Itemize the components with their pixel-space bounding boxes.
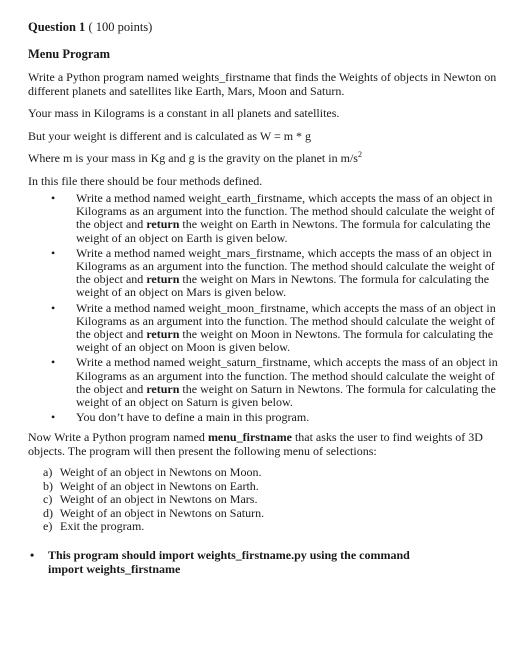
- mass-paragraph: Your mass in Kilograms is a constant in all planets and satellites.: [28, 106, 340, 120]
- list-item: [28, 493, 502, 506]
- intro-paragraph: Write a Python program named weights_firstname that finds the Weights of objects in Newton on different planets and satellites like Earth, Mars, Moon and Saturn.: [28, 70, 497, 98]
- weight-formula-paragraph: But your weight is different and is calculated as W = m * g: [28, 128, 312, 143]
- bullet-text: the weight on Saturn in Newtons. The formula for calculating the weight of an object on Saturn is given below.: [76, 381, 496, 410]
- list-item: [28, 480, 502, 493]
- final-note-line2: import weights_firstname: [48, 561, 181, 576]
- bullet-text: Write a method named weight_mars_firstname, which accepts the mass of an object in Kilograms as an argument into the function. The method should calculate the weight of the object and: [76, 245, 495, 287]
- final-note: [28, 549, 502, 576]
- bullet-text: the weight on Mars in Newtons. The formula for calculating the weight of an object on Mars is given below.: [76, 272, 490, 300]
- bullet-icon: •: [30, 548, 35, 563]
- menu-selection-list: [28, 466, 502, 533]
- bullet-text: Write a method named weight_saturn_firstname, which accepts the mass of an object in Kilograms as an argument into the function. The method should calculate the weight of the object and: [76, 355, 498, 396]
- list-item: [28, 411, 502, 424]
- question-label: Question 1: [28, 20, 86, 34]
- menu-letter: c): [43, 492, 53, 507]
- bullet-text: You don’t have to define a main in this program.: [76, 410, 310, 425]
- where-text: Where m is your mass in Kg and g is the gravity on the planet in m/s: [28, 151, 358, 165]
- list-item: [28, 247, 502, 300]
- menu-letter: a): [43, 465, 53, 480]
- menu-text: Weight of an object in Newtons on Moon.: [59, 465, 262, 480]
- menu-letter: b): [43, 478, 53, 493]
- menu-letter: e): [43, 519, 53, 534]
- question-points: ( 100 points): [88, 20, 153, 34]
- list-item: [28, 507, 502, 520]
- menu-letter: d): [43, 505, 53, 520]
- four-methods-paragraph: In this file there should be four methods defined.: [28, 173, 263, 188]
- bullet-icon: •: [51, 191, 56, 205]
- menu-text: Weight of an object in Newtons on Saturn.: [59, 505, 265, 520]
- bullet-icon: •: [51, 355, 56, 370]
- bullet-icon: •: [51, 410, 56, 425]
- now-bold: menu_firstname: [207, 430, 292, 445]
- menu-text: Exit the program.: [60, 519, 145, 534]
- list-item: [28, 356, 502, 409]
- list-item: [28, 520, 502, 533]
- list-item: [28, 192, 502, 245]
- menu-text: Weight of an object in Newtons on Mars.: [59, 492, 258, 507]
- bullet-bold: return: [146, 327, 180, 342]
- document-page: [28, 8, 502, 576]
- final-note-line1: This program should import weights_firstname.py using the command: [48, 548, 410, 563]
- now-text: that asks the user to find weights of 3D objects. The program will then present the following menu of selections:: [28, 430, 483, 458]
- now-paragraph: [28, 431, 502, 458]
- final-note-list: [28, 549, 502, 576]
- question-heading: [28, 20, 502, 36]
- now-text: Now Write a Python program named: [28, 430, 208, 445]
- bullet-icon: •: [51, 245, 56, 260]
- menu-text: Weight of an object in Newtons on Earth.: [59, 478, 259, 493]
- list-item: [28, 466, 502, 479]
- bullet-text: the weight on Moon in Newtons. The formula for calculating the weight of an object on Moon is given below.: [76, 327, 494, 355]
- method-bullet-list: [28, 192, 502, 424]
- bullet-text: Write a method named weight_earth_firstname, which accepts the mass of an object in Kilograms as an argument into the function. The method should calculate the weight of the object and: [76, 191, 495, 232]
- where-paragraph: [28, 152, 502, 166]
- menu-program-title: Menu Program: [28, 47, 111, 61]
- where-superscript: 2: [357, 150, 362, 159]
- bullet-bold: return: [146, 217, 180, 232]
- list-item: [28, 302, 502, 355]
- bullet-text: the weight on Earth in Newtons. The formula for calculating the weight of an object on Earth is given below.: [76, 217, 491, 245]
- bullet-bold: return: [146, 272, 180, 287]
- bullet-icon: •: [51, 300, 56, 315]
- bullet-text: Write a method named weight_moon_firstname, which accepts the mass of an object in Kilograms as an argument into the function. The method should calculate the weight of the object and: [76, 300, 496, 342]
- bullet-bold: return: [146, 381, 180, 396]
